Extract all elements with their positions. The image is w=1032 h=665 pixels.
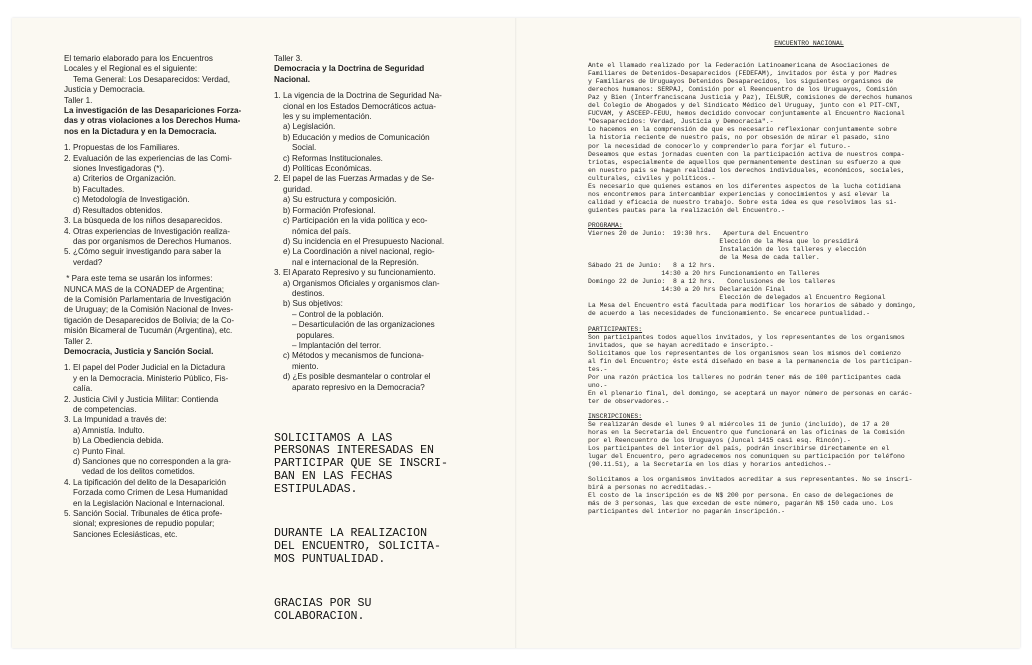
left-column-2 — [274, 54, 480, 655]
taller-1-title: La investigación de las Desapariciones Forza- das y otras violaciones a los Derechos Huma- nos en la Dictadura y en la Democracia. — [64, 106, 242, 136]
closing-text: Solicitamos a los organismos invitados acreditar a sus representantes. No se inscri- birá a personas no acreditadas.- El costo de la inscripción es de N$ 200 por persona. En caso de delegaciones de más de 3 personas, las que excedan de este número, pagarán N$ 150 cada uno. Los participantes del interior no pagarán inscripción.- — [588, 476, 913, 516]
temario-intro: El temario elaborado para los Encuentros Locales y el Regional es el siguiente: — [64, 54, 213, 74]
page-title: ENCUENTRO NACIONAL — [774, 40, 844, 47]
taller-3-label: Taller 3. — [274, 54, 303, 63]
typed-notice — [274, 407, 480, 655]
taller-1-label: Taller 1. — [64, 95, 93, 105]
left-page — [64, 54, 504, 634]
taller-2-label: Taller 2. — [64, 336, 93, 346]
programa-heading: PROGRAMA: — [588, 221, 623, 229]
intro-text: Ante el llamado realizado por la Federación Latinoamericana de Asociaciones de Familiares de Detenidos-Desaparecidos (FEDEFAM), invitados por ésta y por Madres y Familiares de Uruguayos Detenidos Desaparecidos, los siguientes organismos de derechos humanos: SERPAJ, Comisión por el Reencuentro de los Uruguayos, Comisión Paz y Bien (Interfranciscana Justicia y Paz), IELSUR, comisiones de derechos humanos del Colegio de Abogados y del Sindicato Médico del Uruguay, junto con el PIT-CNT, FUCVAM, y ASCEEP-FEUU, hemos decidido convocar conjuntamente al Encuentro Nacional "Desaparecidos: Verdad, Justicia y Democracia".- Lo hacemos en la comprensión de que es necesario reflexionar conjuntamente sobre la historia reciente de nuestro país, no por obsesión de mirar el pasado, sino por la necesidad de conocerlo y comprenderlo para forjar el futuro.- Deseamos que estas jornadas cuenten con la participación activa de nuestros compa- triotas, especialmente de aquellos que permanentemente destinan su esfuerzo a que en nuestro país se hagan realidad los derechos individuales, económicos, sociales, culturales, civiles y políticos.- Es necesario que quienes estamos en los diferentes aspectos de la lucha cotidiana nos encontremos para intercambiar experiencias y conocimientos y así elevar la calidad y eficacia de nuestro trabajo. Sobre esta idea es que resolvimos las si- guientes pautas para la realización del Encuentro.- — [588, 62, 913, 214]
inscripciones-text: Se realizarán desde el lunes 9 al miércoles 11 de junio (incluído), de 17 a 20 horas en la Secretaría del Encuentro que funcionará en las oficinas de la Comisión por el Reencuentro de los Uruguayos (Juncal 1415 casi esq. Rincón).- Los participantes del interior del país, podrán inscribirse directamente en el lugar del Encuentro, pero agradecemos nos comuniquen su participación por teléfono (90.11.51), a la Secretaría en los días y horarios antedichos.- — [588, 421, 905, 469]
right-page — [588, 40, 990, 630]
inscripciones-heading: INSCRIPCIONES: — [588, 412, 643, 420]
taller-1-items: 1. Propuestas de los Familiares. 2. Evaluación de las experiencias de las Comi- siones Investigadoras (*). a) Criterios de Organización. b) Facultades. c) Metodología de Investigación. d) Resultados obtenidos. 3. La búsqueda de los niños desaparecidos. 4. Otras experiencias de Investigación realiza- das por organismos de Derechos Humanos. 5. ¿Cómo seguir investigando para saber la verdad? — [64, 143, 232, 267]
participantes-text: Son participantes todos aquellos invitados, y los representantes de los organismos invitados, que se hayan acreditado e inscripto.- Solicitamos que los representantes de los organismos sean los mismos del comienzo al fin del Encuentro; éste está diseñado en base a la permanencia de los participan- tes.- Por una razón práctica los talleres no podrán tener más de 100 participantes cada uno.- En el plenario final, del domingo, se aceptará un mayor número de personas en carác- ter de observadores.- — [588, 333, 913, 405]
document-spread — [12, 18, 1020, 648]
page-fold — [515, 18, 517, 648]
informes-note: * Para este tema se usarán los informes: NUNCA MAS de la CONADEP de Argentina; de la Comisión Parlamentaria de Investigación de Uruguay; de la Comisión Nacional de Inves- tigación de Desaparecidos de Bolivia; de la Co- misión Bicameral de Tucumán (Argentina), etc. — [64, 274, 235, 336]
taller-2-title: Democracia, Justicia y Sanción Social. — [64, 346, 214, 356]
programa-text: Viernes 20 de Junio: 19:30 hrs. Apertura del Encuentro Elección de la Mesa que lo presidirá Instalación de los talleres y elección de la Mesa de cada taller. Sábado 21 de Junio: 8 a 12 hrs. 14:30 a 20 hrs Funcionamiento en Talleres Domingo 22 de Junio: 8 a 12 hrs. Conclusiones de los talleres 14:30 a 20 hrs Declaración Final Elección de delegados al Encuentro Regional La Mesa del Encuentro está facultada para modificar los horarios de sábado y domingo, de acuerdo a las necesidades de funcionamiento. Se encarece puntualidad.- — [588, 229, 917, 318]
left-column-1 — [64, 54, 260, 540]
notice-puntualidad: DURANTE LA REALIZACION DEL ENCUENTRO, SOLICITA- MOS PUNTUALIDAD. — [274, 527, 441, 566]
taller-3-items: 1. La vigencia de la Doctrina de Seguridad Na- cional en los Estados Democráticos actua- les y su implementación. a) Legislación. b) Educación y medios de Comunicación Social. c) Reformas Institucionales. d) Políticas Económicas. 2. El papel de las Fuerzas Armadas y de Se- guridad. a) Su estructura y composición. b) Formación Profesional. c) Participación en la vida política y eco- nómica del país. d) Su incidencia en el Presupuesto Nacional. e) La Coordinación a nivel nacional, regio- nal e internacional de la Represión. 3. El Aparato Represivo y su funcionamiento. a) Organismos Oficiales y organismos clan- destinos. b) Sus objetivos: – Control de la población. – Desarticulación de las organizaciones populares. – Implantación del terror. c) Métodos y mecanismos de funciona- miento. d) ¿Es posible desmantelar o controlar el aparato represivo en la Democracia? — [274, 91, 445, 392]
tema-general: Tema General: Los Desaparecidos: Verdad, Justicia y Democracia. — [64, 74, 231, 95]
taller-3-title: Democracia y la Doctrina de Seguridad Nacional. — [274, 64, 425, 84]
notice-inscripcion: SOLICITAMOS A LAS PERSONAS INTERESADAS EN PARTICIPAR QUE SE INSCRI- BAN EN LAS FECHAS ESTIPULADAS. — [274, 431, 448, 496]
taller-2-items: 1. El papel del Poder Judicial en la Dictadura y en la Democracia. Ministerio Público, Fis- calía. 2. Justicia Civil y Justicia Militar: Contienda de competencias. 3. La Impunidad a través de: a) Amnistía. Indulto. b) La Obediencia debida. c) Punto Final. d) Sanciones que no corresponden a la gra- vedad de los delitos cometidos. 4. La tipificación del delito de la Desaparición Forzada como Crimen de Lesa Humanidad en la Legislación Nacional e Internacional. 5. Sanción Social. Tribunales de ética profe- sional; expresiones de repudio popular; Sanciones Eclesiásticas, etc. — [64, 363, 231, 539]
notice-gracias: GRACIAS POR SU COLABORACION. — [274, 597, 372, 623]
participantes-heading: PARTICIPANTES: — [588, 325, 643, 333]
